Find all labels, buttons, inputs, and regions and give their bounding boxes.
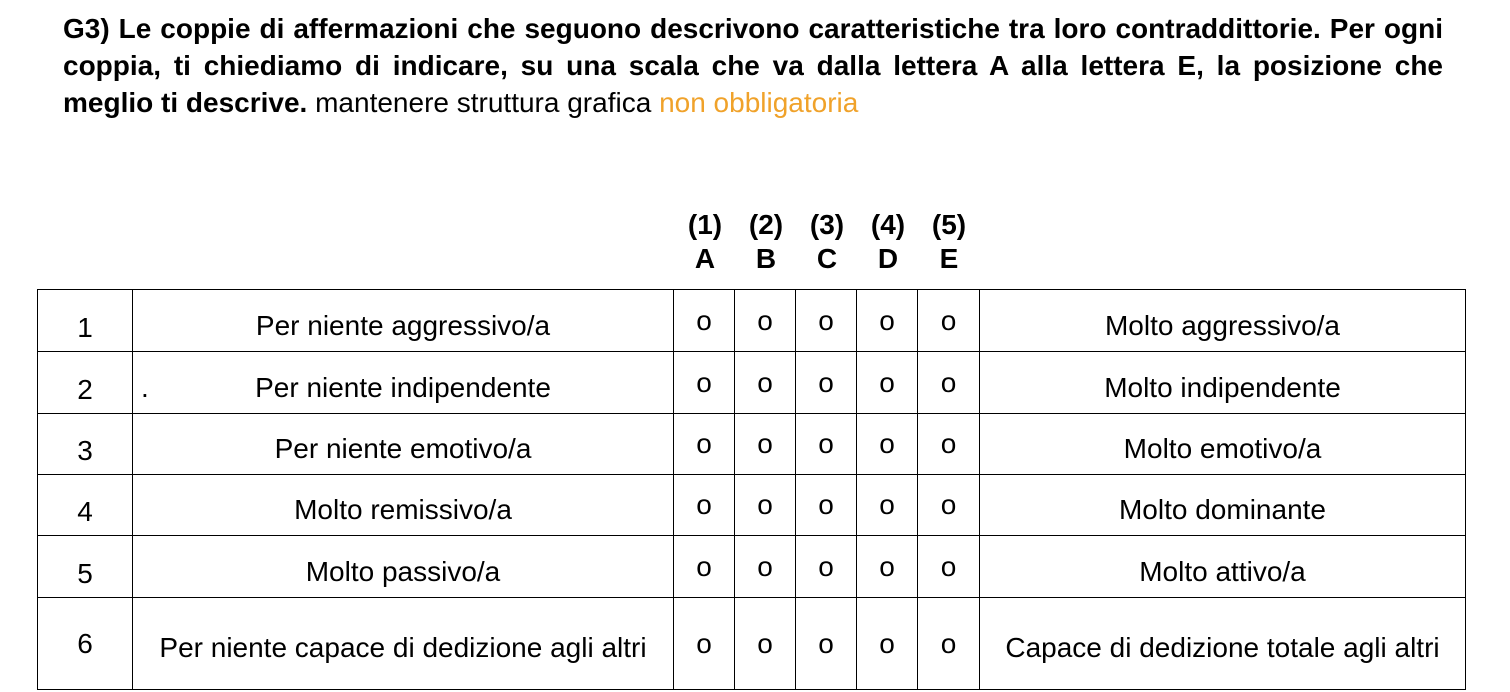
scale-number: (4) xyxy=(870,209,906,240)
right-statement: Molto aggressivo/a xyxy=(980,290,1466,352)
scale-letter: C xyxy=(816,243,838,274)
rating-table xyxy=(37,289,1466,690)
table-row xyxy=(38,290,1466,352)
left-statement-cell xyxy=(133,475,674,536)
left-statement-wrap xyxy=(133,493,673,527)
scale-option-1[interactable]: o xyxy=(674,536,735,598)
question-note: mantenere struttura grafica xyxy=(315,87,652,118)
row-number: 2 xyxy=(38,352,133,414)
table-row xyxy=(38,536,1466,598)
scale-option-3[interactable]: o xyxy=(796,414,857,475)
left-statement: Molto remissivo/a xyxy=(294,494,512,525)
scale-option-2[interactable]: o xyxy=(735,414,796,475)
right-statement: Molto indipendente xyxy=(980,352,1466,414)
scale-option-5[interactable]: o xyxy=(918,352,980,414)
right-statement: Molto dominante xyxy=(980,475,1466,536)
row-number: 5 xyxy=(38,536,133,598)
scale-header-2 xyxy=(735,208,797,276)
right-statement: Molto attivo/a xyxy=(980,536,1466,598)
scale-option-4[interactable]: o xyxy=(857,290,918,352)
scale-header-1 xyxy=(674,208,736,276)
scale-option-5[interactable]: o xyxy=(918,475,980,536)
scale-option-2[interactable]: o xyxy=(735,352,796,414)
scale-option-4[interactable]: o xyxy=(857,414,918,475)
row-number: 6 xyxy=(38,598,133,690)
right-statement: Molto emotivo/a xyxy=(980,414,1466,475)
scale-option-3[interactable]: o xyxy=(796,352,857,414)
scale-number: (5) xyxy=(931,209,967,240)
left-statement-wrap xyxy=(133,371,673,405)
scale-letter: D xyxy=(877,243,899,274)
left-statement: Molto passivo/a xyxy=(305,555,501,587)
table-row xyxy=(38,475,1466,536)
scale-option-1[interactable]: o xyxy=(674,414,735,475)
table-row xyxy=(38,352,1466,414)
left-statement: Per niente capace di dedizione agli altri xyxy=(159,631,647,663)
left-statement-cell xyxy=(133,352,674,414)
scale-number: (3) xyxy=(809,209,845,240)
table-row xyxy=(38,414,1466,475)
left-statement-wrap xyxy=(133,555,673,589)
question-note-optional: non obbligatoria xyxy=(659,87,859,118)
scale-option-5[interactable]: o xyxy=(918,290,980,352)
left-statement-cell xyxy=(133,414,674,475)
right-statement: Capace di dedizione totale agli altri xyxy=(980,598,1466,690)
scale-option-3[interactable]: o xyxy=(796,290,857,352)
row-number: 4 xyxy=(38,475,133,536)
scale-option-2[interactable]: o xyxy=(735,536,796,598)
scale-option-4[interactable]: o xyxy=(857,475,918,536)
rating-table-body xyxy=(38,290,1466,690)
scale-option-4[interactable]: o xyxy=(857,598,918,690)
left-statement-cell xyxy=(133,290,674,352)
question-text xyxy=(63,10,1443,121)
left-statement: Per niente emotivo/a xyxy=(274,433,532,464)
stray-mark: . xyxy=(141,371,149,403)
scale-option-2[interactable]: o xyxy=(735,290,796,352)
scale-letter: E xyxy=(939,243,959,274)
scale-option-1[interactable]: o xyxy=(674,290,735,352)
scale-header-5 xyxy=(918,208,980,276)
scale-option-5[interactable]: o xyxy=(918,598,980,690)
scale-number: (1) xyxy=(687,209,723,240)
left-statement: Per niente indipendente xyxy=(255,371,551,403)
left-statement-wrap xyxy=(133,630,673,666)
left-statement-wrap xyxy=(133,309,673,343)
question-instructions: G3) Le coppie di affermazioni che seguono descrivono caratteristiche tra loro contraddittorie. Per ogni coppia, ti chiediamo di indicare, su una scala che va dalla lettera A alla lettera E, la posizione che meglio ti descrive. xyxy=(63,13,1443,118)
scale-option-5[interactable]: o xyxy=(918,414,980,475)
left-statement-cell xyxy=(133,536,674,598)
scale-option-4[interactable]: o xyxy=(857,536,918,598)
left-statement: Per niente aggressivo/a xyxy=(255,309,551,341)
scale-option-1[interactable]: o xyxy=(674,475,735,536)
scale-letter: A xyxy=(694,243,716,274)
scale-option-4[interactable]: o xyxy=(857,352,918,414)
scale-option-1[interactable]: o xyxy=(674,598,735,690)
scale-option-3[interactable]: o xyxy=(796,598,857,690)
row-number: 3 xyxy=(38,414,133,475)
scale-option-3[interactable]: o xyxy=(796,475,857,536)
scale-option-3[interactable]: o xyxy=(796,536,857,598)
scale-option-2[interactable]: o xyxy=(735,475,796,536)
row-number: 1 xyxy=(38,290,133,352)
scale-option-2[interactable]: o xyxy=(735,598,796,690)
table-row xyxy=(38,598,1466,690)
scale-header-3 xyxy=(796,208,858,276)
left-statement-wrap xyxy=(133,432,673,466)
scale-letter: B xyxy=(755,243,777,274)
scale-option-1[interactable]: o xyxy=(674,352,735,414)
scale-option-5[interactable]: o xyxy=(918,536,980,598)
left-statement-cell xyxy=(133,598,674,690)
scale-header-4 xyxy=(857,208,919,276)
scale-number: (2) xyxy=(748,209,784,240)
